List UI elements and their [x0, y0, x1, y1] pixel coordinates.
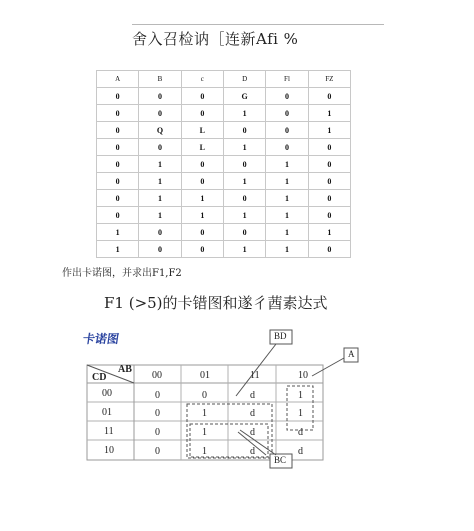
callout-a-label: A	[348, 349, 355, 359]
truth-table-cell: 0	[181, 173, 223, 190]
truth-table-cell: Q	[139, 122, 181, 139]
kmap-cell: 1	[298, 390, 303, 401]
truth-table-cell: 0	[97, 190, 139, 207]
column-header-f2: FZ	[308, 71, 350, 88]
truth-table-cell: 0	[308, 190, 350, 207]
truth-table-cell: 1	[266, 207, 308, 224]
truth-table-cell: 0	[97, 156, 139, 173]
column-header-d: D	[223, 71, 265, 88]
truth-table-cell: 1	[181, 190, 223, 207]
kmap-cell: 1	[202, 446, 207, 457]
kmap-cell: d	[250, 427, 255, 438]
kmap-cell: d	[298, 446, 303, 457]
truth-table-cell: 1	[139, 173, 181, 190]
column-header-a: A	[97, 71, 139, 88]
truth-table-cell: 1	[308, 105, 350, 122]
kmap-col-header: 10	[298, 370, 308, 381]
truth-table-cell: 1	[223, 173, 265, 190]
truth-table-cell: G	[223, 88, 265, 105]
truth-table-cell: 0	[97, 139, 139, 156]
truth-table-cell: 0	[97, 122, 139, 139]
kmap-row-header: 10	[104, 445, 114, 456]
kmap-title: 卡诺图	[81, 332, 120, 346]
truth-table-cell: 0	[223, 122, 265, 139]
truth-table-cell: 1	[266, 190, 308, 207]
column-header-f1: Fl	[266, 71, 308, 88]
kmap-row-header: 00	[102, 388, 112, 399]
truth-table-cell: 1	[223, 207, 265, 224]
truth-table-cell: 1	[308, 122, 350, 139]
kmap-cell: 0	[155, 427, 160, 438]
truth-table-cell: 1	[97, 241, 139, 258]
section-heading: F1 (>5)的卡错图和遂彳莤素达式	[104, 294, 328, 312]
kmap-cell: 0	[202, 390, 207, 401]
kmap-row-header: 01	[102, 407, 112, 418]
truth-table-cell: 1	[223, 139, 265, 156]
truth-table-cell: 0	[308, 156, 350, 173]
kmap-cell: 0	[155, 446, 160, 457]
callout-bc-leader	[240, 430, 276, 455]
kmap-cell: 1	[202, 408, 207, 419]
truth-table-cell: 0	[181, 88, 223, 105]
kmap-col-header: 11	[250, 370, 260, 381]
truth-table-cell: 1	[266, 241, 308, 258]
truth-table-cell: 1	[308, 224, 350, 241]
truth-table-cell: 0	[308, 241, 350, 258]
kmap-cell: 1	[298, 408, 303, 419]
truth-table-cell: 0	[181, 156, 223, 173]
truth-table-cell: 0	[223, 190, 265, 207]
truth-table-cell: 1	[266, 156, 308, 173]
truth-table-cell: 0	[223, 224, 265, 241]
truth-table-cell: 0	[181, 105, 223, 122]
kmap-col-header: 01	[200, 370, 210, 381]
truth-table-cell: 0	[139, 139, 181, 156]
truth-table-cell: 0	[308, 139, 350, 156]
truth-table-cell: 0	[266, 139, 308, 156]
column-header-b: B	[139, 71, 181, 88]
callout-bd-label: BD	[274, 331, 287, 341]
kmap-cell: d	[250, 408, 255, 419]
truth-table-cell: 1	[139, 207, 181, 224]
truth-table-cell: 0	[181, 224, 223, 241]
truth-table-cell: 1	[139, 190, 181, 207]
kmap-corner-ab: AB	[118, 364, 132, 375]
truth-table-cell: 1	[223, 105, 265, 122]
truth-table-cell: L	[181, 139, 223, 156]
page-heading: 舍入召检讷［连新Afi %	[132, 30, 299, 48]
kmap-cell: 0	[155, 408, 160, 419]
truth-table-cell: 1	[266, 224, 308, 241]
truth-table-cell: 1	[97, 224, 139, 241]
truth-table-cell: 1	[181, 207, 223, 224]
truth-table-cell: 0	[97, 207, 139, 224]
kmap-corner-cd: CD	[92, 372, 107, 383]
callout-a-leader	[312, 358, 344, 376]
truth-table-cell: 0	[308, 207, 350, 224]
truth-table-cell: 0	[139, 105, 181, 122]
truth-table-cell: 0	[266, 122, 308, 139]
truth-table-cell: 0	[308, 88, 350, 105]
truth-table-cell: 0	[181, 241, 223, 258]
truth-table-cell: 0	[97, 105, 139, 122]
truth-table-cell: 0	[139, 224, 181, 241]
truth-table-cell: 0	[266, 88, 308, 105]
truth-table-cell: 0	[139, 241, 181, 258]
kmap-cell: d	[250, 390, 255, 401]
kmap-cell: 1	[202, 427, 207, 438]
truth-table-cell: 1	[139, 156, 181, 173]
kmap-cell: d	[250, 446, 255, 457]
kmap-row-header: 11	[104, 426, 114, 437]
kmap-col-header: 00	[152, 370, 162, 381]
truth-table-cell: 0	[139, 88, 181, 105]
truth-table-cell: 0	[97, 173, 139, 190]
kmap-cell: d	[298, 427, 303, 438]
truth-table-cell: 1	[266, 173, 308, 190]
truth-table-cell: 0	[308, 173, 350, 190]
truth-table-cell: 0	[97, 88, 139, 105]
truth-table-cell: 0	[223, 156, 265, 173]
truth-table-cell: 1	[223, 241, 265, 258]
kmap-cell: 0	[155, 390, 160, 401]
column-header-c: c	[181, 71, 223, 88]
callout-bc-label: BC	[274, 455, 287, 465]
truth-table-cell: 0	[266, 105, 308, 122]
instruction-text: 作出卡诺图，并求出F1,F2	[62, 268, 182, 279]
truth-table-cell: L	[181, 122, 223, 139]
